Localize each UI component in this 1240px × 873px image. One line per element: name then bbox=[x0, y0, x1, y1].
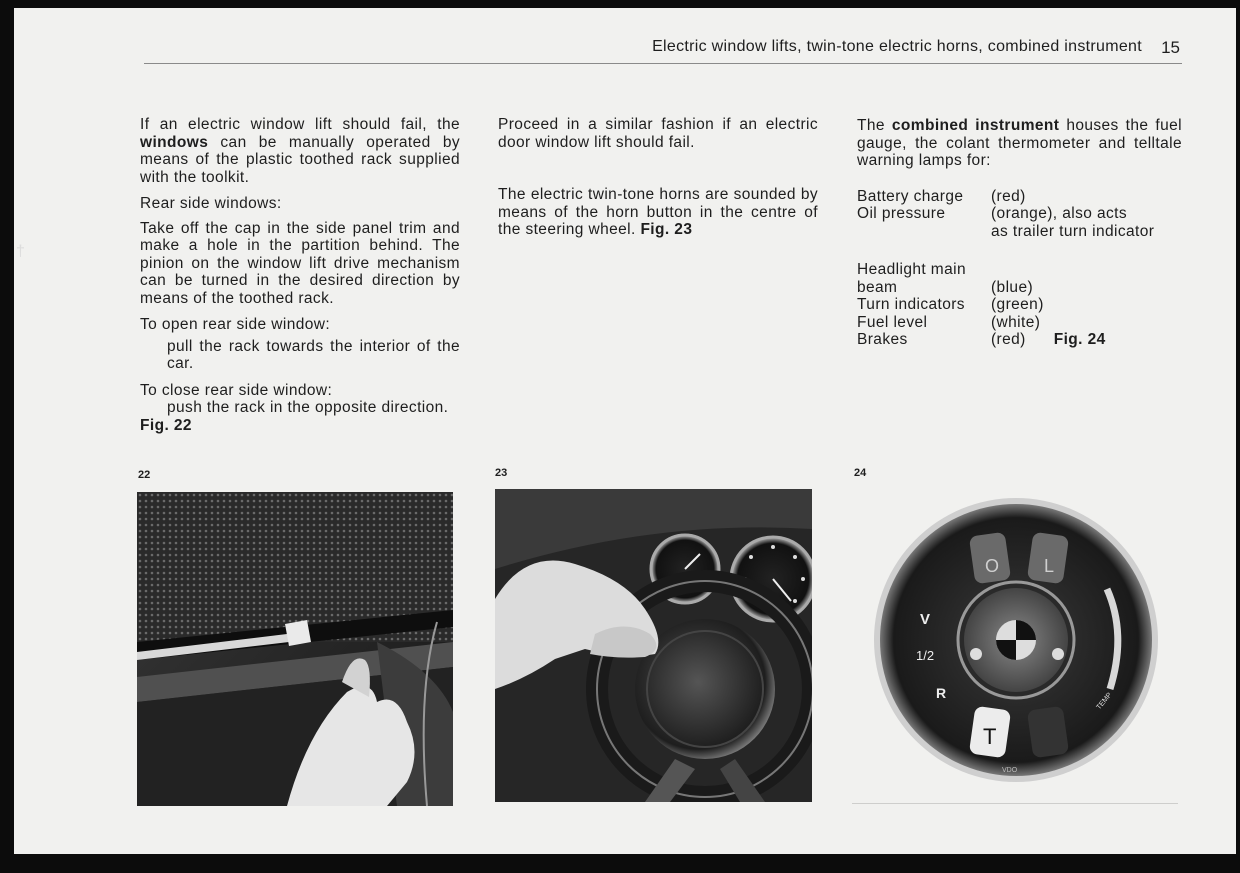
headlight-warning-lamp-symbol: L bbox=[1044, 556, 1055, 576]
lamp-name: Headlight main bbox=[857, 261, 966, 278]
heading-open-window: To open rear side window: bbox=[140, 316, 331, 333]
heading-rear-side-windows: Rear side windows: bbox=[140, 195, 282, 212]
heading-close-window: To close rear side window: bbox=[140, 381, 333, 399]
paragraph-windows bbox=[140, 116, 460, 186]
photo-window-rack bbox=[137, 492, 453, 806]
figure-number-24: 24 bbox=[854, 467, 867, 479]
photo-combined-instrument bbox=[852, 494, 1178, 804]
column-right bbox=[857, 117, 1182, 349]
bold-term-windows: windows bbox=[140, 133, 209, 151]
text: The bbox=[857, 117, 885, 134]
bold-term-combined-instrument: combined instrument bbox=[891, 117, 1060, 134]
fuel-full-mark: V bbox=[920, 611, 931, 628]
lamp-name: Oil pressure bbox=[857, 205, 946, 222]
table-row bbox=[857, 261, 1106, 279]
lamp-name bbox=[857, 223, 991, 241]
paragraph-rear-side: Take off the cap in the side panel trim and make a hole in the partition behind. The pinion on the window lift drive mechanism can be turned in the desired direction by means of the toothed rack. bbox=[140, 219, 460, 307]
lamp-color: (green) bbox=[991, 296, 1044, 313]
text: The electric twin-tone horns are sounded by means of the horn button in the centre of the steering wheel. bbox=[498, 186, 818, 238]
page-header-title: Electric window lifts, twin-tone electric horns, combined instrument bbox=[652, 38, 1142, 55]
table-row bbox=[857, 223, 1154, 241]
column-middle bbox=[498, 116, 818, 239]
text: If an electric window lift should fail, the bbox=[140, 116, 460, 133]
paragraph-horns bbox=[498, 186, 818, 239]
table-row bbox=[857, 314, 1106, 332]
paragraph-door-window: Proceed in a similar fashion if an electric door window lift should fail. bbox=[498, 116, 818, 151]
table-row bbox=[857, 331, 1106, 349]
margin-mark: † bbox=[16, 243, 25, 260]
lamp-color: (orange), also acts bbox=[991, 205, 1127, 222]
column-left bbox=[140, 116, 460, 434]
lamp-color bbox=[991, 331, 1106, 349]
lamp-name: Fuel level bbox=[857, 313, 928, 331]
lamp-color bbox=[991, 261, 1106, 279]
text: (red) bbox=[991, 331, 1026, 348]
header-divider bbox=[144, 63, 1182, 64]
table-row bbox=[857, 205, 1154, 223]
fig-ref-22: Fig. 22 bbox=[140, 416, 192, 434]
page-number: 15 bbox=[1161, 38, 1180, 57]
lamp-name: beam bbox=[857, 278, 898, 296]
lamp-color: (white) bbox=[991, 313, 1041, 331]
lamp-name: Battery charge bbox=[857, 187, 964, 205]
manual-page bbox=[14, 8, 1236, 854]
warning-lamps-table-1 bbox=[857, 188, 1154, 241]
lamp-color: (red) bbox=[991, 187, 1026, 205]
paragraph-combined-instrument bbox=[857, 117, 1182, 170]
fuel-half-mark: 1/2 bbox=[916, 648, 935, 663]
fig-ref-23: Fig. 23 bbox=[640, 221, 693, 238]
lamp-color: as trailer turn indicator bbox=[991, 222, 1155, 240]
temperature-symbol: T bbox=[983, 724, 997, 749]
text-open-window: pull the rack towards the interior of the car. bbox=[167, 337, 460, 372]
photo-steering-wheel bbox=[495, 489, 812, 802]
text: houses the fuel gauge, the colant thermometer and telltale warning lamps for: bbox=[857, 117, 1182, 169]
temperature-scale-label: TEMP bbox=[1095, 691, 1114, 712]
oil-warning-lamp-symbol: O bbox=[985, 556, 1000, 576]
warning-lamps-table-2 bbox=[857, 261, 1106, 349]
lamp-name: Turn indicators bbox=[857, 296, 965, 313]
fuel-reserve-mark: R bbox=[936, 685, 947, 701]
lamp-name: Brakes bbox=[857, 331, 908, 348]
text-close-window: push the rack in the opposite direction. bbox=[167, 399, 449, 416]
instrument-brand-mark: VDO bbox=[1002, 767, 1018, 774]
lamp-color: (blue) bbox=[991, 278, 1034, 296]
fig-ref-24: Fig. 24 bbox=[1053, 331, 1106, 348]
table-row bbox=[857, 296, 1106, 314]
text: can be manually operated by means of the plastic toothed rack supplied with the toolkit. bbox=[140, 133, 460, 186]
table-row bbox=[857, 279, 1106, 297]
figure-number-22: 22 bbox=[138, 469, 151, 481]
table-row bbox=[857, 188, 1154, 206]
figure-number-23: 23 bbox=[495, 467, 508, 479]
